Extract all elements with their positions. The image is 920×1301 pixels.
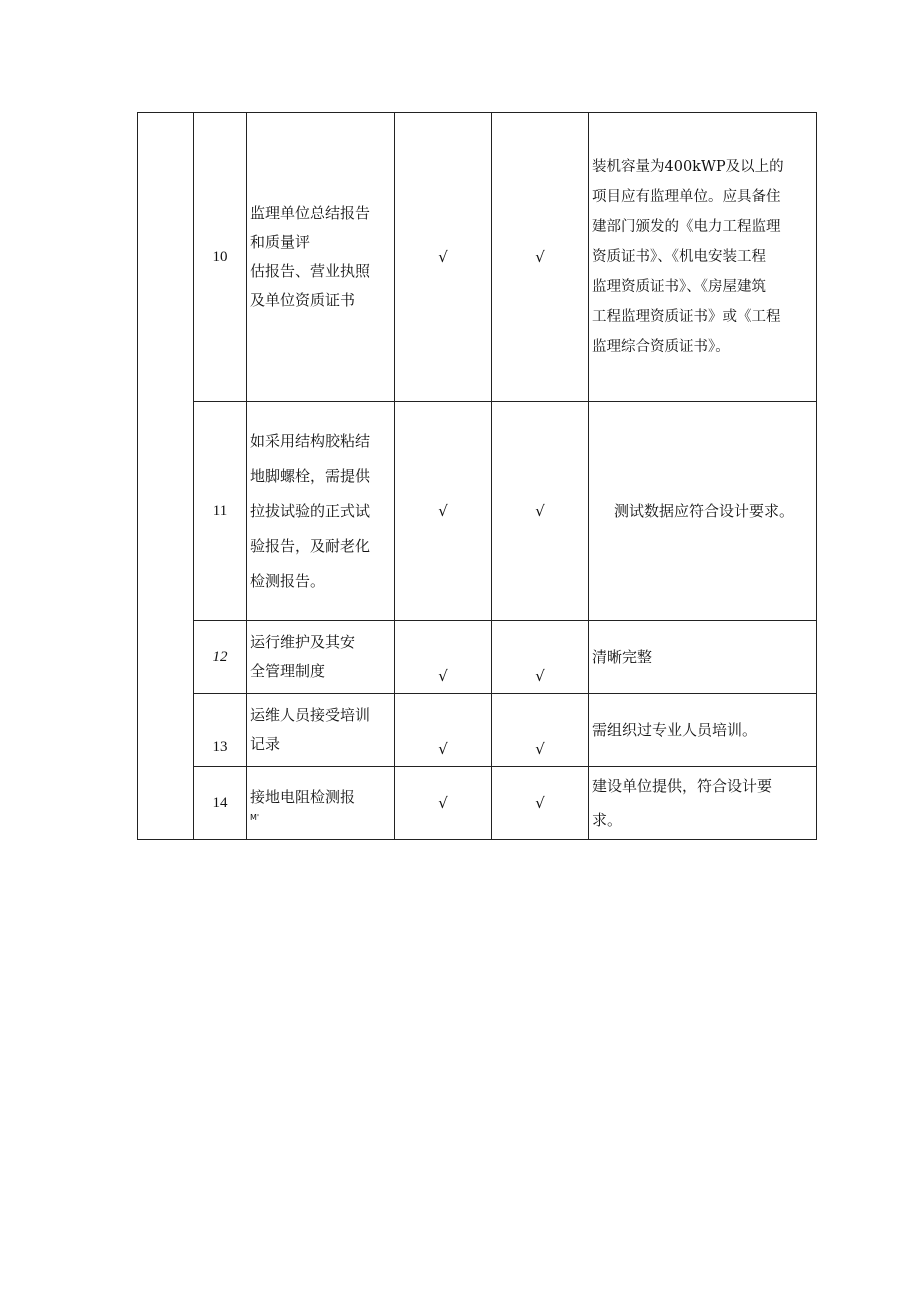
acceptance-table: [137, 112, 817, 840]
req-line: 监理资质证书》、《房屋建筑: [592, 279, 766, 295]
item-line: 验报告，及耐老化: [250, 536, 371, 555]
item-cell: [247, 694, 395, 767]
req-line: 建部门颁发的《电力工程监理: [592, 219, 781, 235]
table-row: [138, 113, 817, 402]
item-cell: [247, 621, 395, 694]
item-line: 及单位资质证书: [250, 291, 356, 309]
check-mark: √: [395, 767, 492, 840]
row-number: 11: [194, 402, 247, 621]
item-cell: [247, 767, 395, 840]
item-cell: [247, 402, 395, 621]
item-line: 运行维护及其安: [250, 633, 356, 651]
req-line: 清晰完整: [592, 647, 653, 666]
table-row: [138, 767, 817, 840]
req-line: 建设单位提供，符合设计要: [592, 777, 773, 795]
requirement-cell: [589, 113, 817, 402]
row-number: 10: [194, 113, 247, 402]
req-line: 求。: [592, 811, 623, 829]
item-line: 如采用结构胶粘结: [250, 431, 371, 450]
table-row: [138, 402, 817, 621]
table-row: [138, 694, 817, 767]
item-cell: [247, 113, 395, 402]
item-line: 监理单位总结报告: [250, 204, 371, 222]
check-mark: √: [492, 767, 589, 840]
item-line: 检测报告。: [250, 571, 326, 590]
item-line: 估报告、营业执照: [250, 262, 371, 280]
check-mark: √: [395, 694, 492, 767]
req-line: 资质证书》、《机电安装工程: [592, 249, 766, 265]
item-line: 地脚螺栓，需提供: [250, 466, 371, 485]
row-number: 12: [194, 621, 247, 694]
req-line: 工程监理资质证书》或《工程: [592, 309, 781, 325]
check-mark: √: [395, 621, 492, 694]
item-fragment: M': [250, 812, 260, 822]
check-mark: √: [395, 113, 492, 402]
req-line: 监理综合资质证书》。: [592, 339, 730, 355]
check-mark: √: [395, 402, 492, 621]
check-mark: √: [492, 113, 589, 402]
check-mark: √: [492, 621, 589, 694]
req-line: 装机容量为400kWP及以上的: [592, 159, 784, 175]
item-line: 全管理制度: [250, 662, 326, 680]
check-mark: √: [492, 694, 589, 767]
requirement-cell: [589, 694, 817, 767]
requirement-cell: [589, 621, 817, 694]
row-number: 14: [194, 767, 247, 840]
req-line: 需组织过专业人员培训。: [592, 720, 758, 739]
req-line: 项目应有监理单位。应具备住: [592, 189, 781, 205]
item-line: 接地电阻检测报: [250, 787, 356, 806]
row-number: [194, 694, 247, 767]
item-line: 运维人员接受培训: [250, 706, 371, 724]
item-line: 记录: [250, 735, 281, 753]
category-cell: [138, 113, 194, 840]
req-line: 测试数据应符合设计要求。: [613, 501, 794, 520]
table-row: [138, 621, 817, 694]
item-line: 拉拔试验的正式试: [250, 501, 371, 520]
check-mark: √: [492, 402, 589, 621]
item-line: 和质量评: [250, 233, 311, 251]
row-number-text: 13: [212, 739, 228, 755]
requirement-cell: [589, 767, 817, 840]
requirement-cell: [589, 402, 817, 621]
